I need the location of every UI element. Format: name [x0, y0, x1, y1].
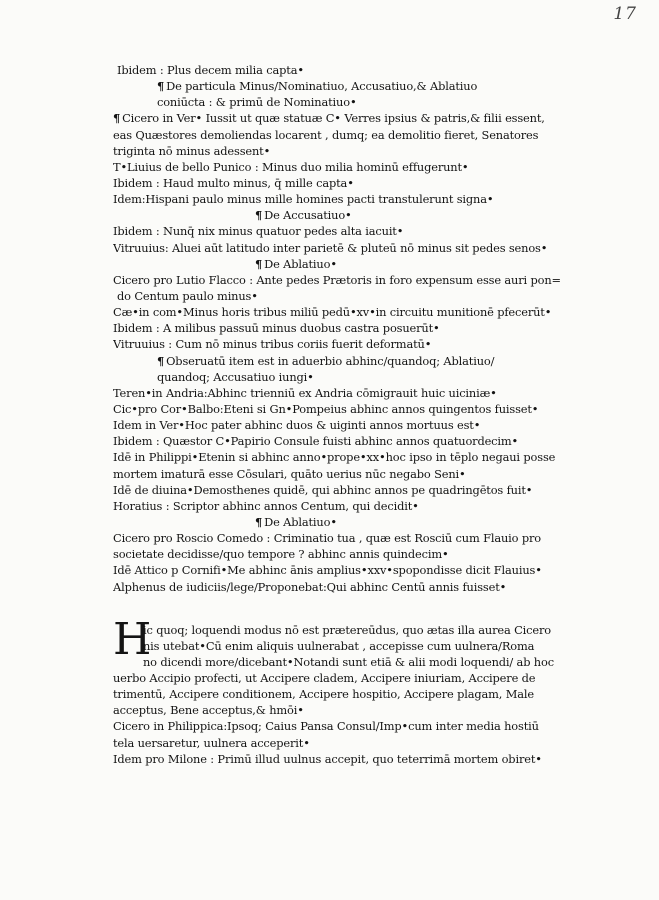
- pilcrow-icon: ¶: [113, 111, 121, 126]
- text-line: Ibidem : Nunq̄ nix minus quatuor pedes alta iacuit•: [113, 224, 404, 239]
- text-line: Idē Attico p Cornifi•Me abhinc ānis amplius•xxv•spopondisse dicit Flauius•: [113, 563, 542, 578]
- rubric-line: [113, 110, 583, 126]
- line-text: De Ablatiuo•: [264, 514, 337, 529]
- text-line: ic quoq; loquendi modus nō est prætereūdus, quo ætas illa aurea Cicero: [143, 622, 551, 637]
- text-line: trimentū, Accipere conditionem, Accipere hospitio, Accipere plagam, Male: [113, 687, 534, 702]
- text-line: Cicero pro Lutio Flacco : Ante pedes Prætoris in foro expensum esse auri pon=: [113, 272, 561, 287]
- text-line: quandoq; Accusatiuo iungi•: [157, 369, 314, 384]
- drop-capital: H: [113, 613, 152, 665]
- text-block: [113, 62, 583, 767]
- text-line: Idē de diuina•Demosthenes quidē, qui abhinc annos pe quadringētos fuit•: [113, 482, 533, 497]
- citation-block: [113, 62, 583, 595]
- section-heading: [113, 256, 583, 272]
- paragraph-gap: [113, 595, 583, 622]
- text-line: Idē in Philippi•Etenin si abhinc anno•prope•xx•hoc ipso in tēplo negaui posse: [113, 450, 556, 465]
- rubric-line: [113, 353, 583, 369]
- text-line: coniūcta : & primū de Nominatiuo•: [157, 95, 357, 110]
- text-line: Horatius : Scriptor abhinc annos Centum, qui decidit•: [113, 498, 419, 513]
- line-text: De particula Minus/Nominatiuo, Accusatiuo,& Ablatiuo: [166, 79, 478, 94]
- text-line: mortem imaturā esse Cōsulari, quāto uerius nūc negabo Seni•: [113, 466, 466, 481]
- section-heading: [113, 207, 583, 223]
- line-text: De Ablatiuo•: [264, 256, 337, 271]
- text-line: acceptus, Bene acceptus,& hmōi•: [113, 703, 304, 718]
- text-line: uerbo Accipio profecti, ut Accipere cladem, Accipere iniuriam, Accipere de: [113, 671, 536, 686]
- pilcrow-icon: ¶: [255, 514, 263, 529]
- text-line: Ibidem : Quæstor C•Papirio Consule fuisti abhinc annos quatuordecim•: [113, 434, 519, 449]
- text-line: no dicendi more/dicebant•Notandi sunt etiā & alii modi loquendi/ ab hoc: [143, 654, 554, 669]
- commentary-paragraph: [113, 613, 583, 767]
- text-line: Ibidem : A milibus passuū minus duobus castra posuerūt•: [113, 321, 440, 336]
- text-line: nis utebat•Cū enim aliquis uulnerabat , accepisse cum uulnera/Roma: [143, 638, 535, 653]
- text-line: Cicero pro Roscio Comedo : Criminatio tua , quæ est Rosciū cum Flauio pro: [113, 531, 541, 546]
- text-line: Idem in Ver•Hoc pater abhinc duos & uiginti annos mortuus est•: [113, 418, 481, 433]
- line-text: De Accusatiuo•: [264, 208, 352, 223]
- text-line: tela uersaretur, uulnera acceperit•: [113, 735, 310, 750]
- pilcrow-icon: ¶: [255, 208, 263, 223]
- text-line: Ibidem : Haud multo minus, q̄ mille capta•: [113, 175, 354, 190]
- text-line: Cæ•in com•Minus horis tribus miliū pedū•xv•in circuitu munitionē pfecerūt•: [113, 305, 552, 320]
- text-line: Teren•in Andria:Abhinc trienniū ex Andria cōmigrauit huic uiciniæ•: [113, 385, 497, 400]
- line-text: Obseruatū item est in aduerbio abhinc/quandoq; Ablatiuo/: [166, 353, 495, 368]
- text-line: Cicero in Philippica:Ipsoq; Caius Pansa Consul/Imp•cum inter media hostiū: [113, 719, 539, 734]
- section-heading: [113, 514, 583, 530]
- text-line: Cic•pro Cor•Balbo:Eteni si Gn•Pompeius abhinc annos quingentos fuisset•: [113, 401, 539, 416]
- text-line: eas Quæstores demoliendas locarent , dumq; ea demolitio fieret, Senatores: [113, 127, 539, 142]
- folio-number: 17: [613, 4, 637, 24]
- text-line: societate decidisse/quo tempore ? abhinc annis quindecim•: [113, 547, 449, 562]
- line-text: Cicero in Ver• Iussit ut quæ statuæ C• Verres ipsius & patris,& filii essent,: [122, 111, 545, 126]
- text-line: Idem:Hispani paulo minus mille homines pacti transtulerunt signa•: [113, 192, 494, 207]
- text-line: T•Liuius de bello Punico : Minus duo milia hominū effugerunt•: [113, 159, 469, 174]
- pilcrow-icon: ¶: [157, 79, 165, 94]
- text-line: Vitruuius : Cum nō minus tribus coriis fuerit deformatū•: [113, 337, 432, 352]
- text-line: Idem pro Milone : Primū illud uulnus accepit, quo teterrimā mortem obiret•: [113, 751, 542, 766]
- text-line: Alphenus de iudiciis/lege/Proponebat:Qui abhinc Centū annis fuisset•: [113, 579, 507, 594]
- rubric-line: [113, 78, 583, 94]
- text-line: Ibidem : Plus decem milia capta•: [117, 63, 304, 77]
- pilcrow-icon: ¶: [255, 256, 263, 271]
- text-line: triginta nō minus adessent•: [113, 143, 271, 158]
- text-line: Vitruuius: Aluei aūt latitudo inter parietē & pluteū nō minus sit pedes senos•: [113, 240, 548, 255]
- text-line: do Centum paulo minus•: [117, 288, 258, 303]
- pilcrow-icon: ¶: [157, 353, 165, 368]
